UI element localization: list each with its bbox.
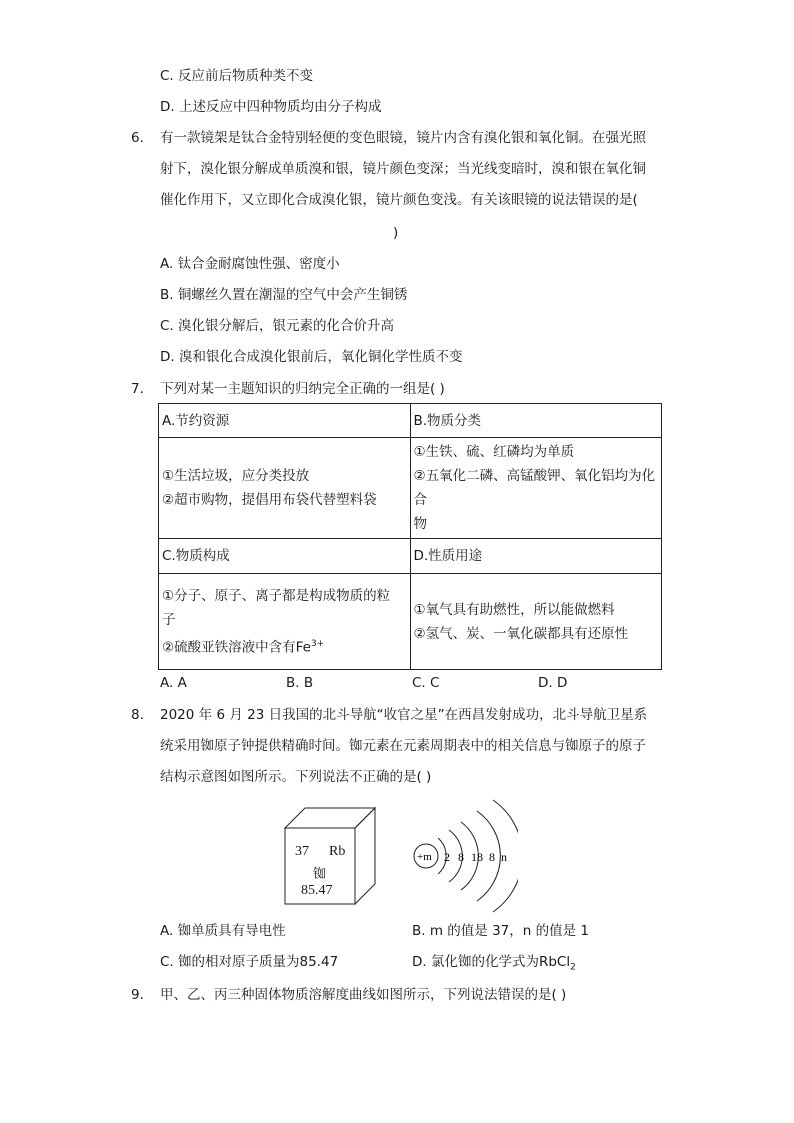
shell-electrons: 8 xyxy=(458,850,464,864)
q6-option-b: B. 铜螺丝久置在潮湿的空气中会产生铜锈 xyxy=(160,287,408,303)
q9-stem: 甲、乙、丙三种固体物质溶解度曲线如图所示，下列说法错误的是( ) xyxy=(160,987,567,1003)
electron-shells xyxy=(408,795,518,915)
q8-stem-line: 结构示意图如图所示。下列说法不正确的是( ) xyxy=(160,769,432,785)
q9-number: 9. xyxy=(131,987,144,1003)
q6-stem-line: 射下，溴化银分解成单质溴和银，镜片颜色变深；当光线变暗时，溴和银在氧化铜 xyxy=(160,161,646,177)
q6-option-a: A. 钛合金耐腐蚀性强、密度小 xyxy=(160,256,340,272)
atomic-mass: 85.47 xyxy=(301,883,333,898)
q7-knowledge-table xyxy=(158,403,662,670)
table-item: ①生铁、硫、红磷均为单质 xyxy=(413,444,575,460)
table-cell-c-title: C.物质构成 xyxy=(159,539,411,574)
table-cell-d-title: D.性质用途 xyxy=(410,539,662,574)
q8-option-a: A. 铷单质具有导电性 xyxy=(160,923,286,939)
table-item: 子 xyxy=(162,611,176,628)
q5-option-c: C. 反应前后物质种类不变 xyxy=(160,68,314,84)
q6-stem-line: 有一款镜架是钛合金特别轻便的变色眼镜，镜片内含有溴化银和氧化铜。在强光照 xyxy=(160,130,646,146)
shell-electrons: 18 xyxy=(471,850,483,864)
table-item: ①分子、原子、离子都是构成物质的粒 xyxy=(162,587,391,604)
table-item: ②五氧化二磷、高锰酸钾、氧化铝均为化合 xyxy=(413,468,656,508)
q8-option-d xyxy=(412,953,576,977)
q7-number: 7. xyxy=(131,381,144,397)
table-item: 物 xyxy=(413,516,427,532)
element-name: 铷 xyxy=(313,867,327,882)
q8-stem-line: 2020 年 6 月 23 日我国的北斗导航“收官之星”在西昌发射成功，北斗导航卫星系 xyxy=(160,707,648,723)
q6-option-d: D. 溴和银化合成溴化银前后，氧化铜化学性质不变 xyxy=(160,349,463,365)
q5-option-d: D. 上述反应中四种物质均由分子构成 xyxy=(160,99,382,115)
shell-electrons: 8 xyxy=(489,850,495,864)
table-cell-a-items xyxy=(159,438,411,539)
table-cell-b-items xyxy=(410,438,662,539)
table-item: ②超市购物，提倡用布袋代替塑料袋 xyxy=(162,492,377,508)
q6-option-c: C. 溴化银分解后，银元素的化合价升高 xyxy=(160,318,395,334)
table-cell-d-items xyxy=(410,574,662,670)
table-cell-b-title: B.物质分类 xyxy=(410,404,662,438)
element-card xyxy=(283,806,379,910)
atom-structure-diagram xyxy=(408,795,518,919)
q8-stem-line: 统采用铷原子钟提供精确时间。铷元素在元素周期表中的相关信息与铷原子的原子 xyxy=(160,738,646,754)
table-item: ①生活垃圾，应分类投放 xyxy=(162,468,310,484)
table-cell-c-items xyxy=(159,574,411,670)
q6-stem-line: ) xyxy=(393,225,399,241)
table-cell-a-title: A.节约资源 xyxy=(159,404,411,438)
shell-electrons: n xyxy=(501,850,507,864)
q8-option-b: B. m 的值是 37，n 的值是 1 xyxy=(412,923,589,939)
table-item: ②氢气、炭、一氧化碳都具有还原性 xyxy=(413,625,629,642)
q6-stem-line: 催化作用下，又立即化合成溴化银，镜片颜色变浅。有关该眼镜的说法错误的是( xyxy=(160,192,638,208)
shell-electrons: 2 xyxy=(444,850,450,864)
q8-option-c: C. 铷的相对原子质量为85.47 xyxy=(160,954,339,970)
q7-option-d: D. D xyxy=(538,675,568,691)
q7-stem: 下列对某一主题知识的归纳完全正确的一组是( ) xyxy=(160,381,445,397)
q6-number: 6. xyxy=(131,130,144,146)
q7-option-b: B. B xyxy=(286,675,314,691)
nucleus-label: +m xyxy=(417,851,432,863)
q8-number: 8. xyxy=(131,707,144,723)
q7-option-a: A. A xyxy=(160,675,187,691)
ion-charge: 3+ xyxy=(310,638,325,649)
table-item-text: ②硫酸亚铁溶液中含有Fe xyxy=(162,639,311,656)
table-item: ①氧气具有助燃性，所以能做燃料 xyxy=(413,601,615,618)
element-symbol: Rb xyxy=(329,844,346,859)
q7-option-c: C. C xyxy=(412,675,440,691)
table-item xyxy=(162,632,407,660)
formula-subscript: 2 xyxy=(570,962,576,973)
atomic-number: 37 xyxy=(295,844,309,859)
option-text: D. 氯化铷的化学式为RbCl xyxy=(412,954,571,970)
